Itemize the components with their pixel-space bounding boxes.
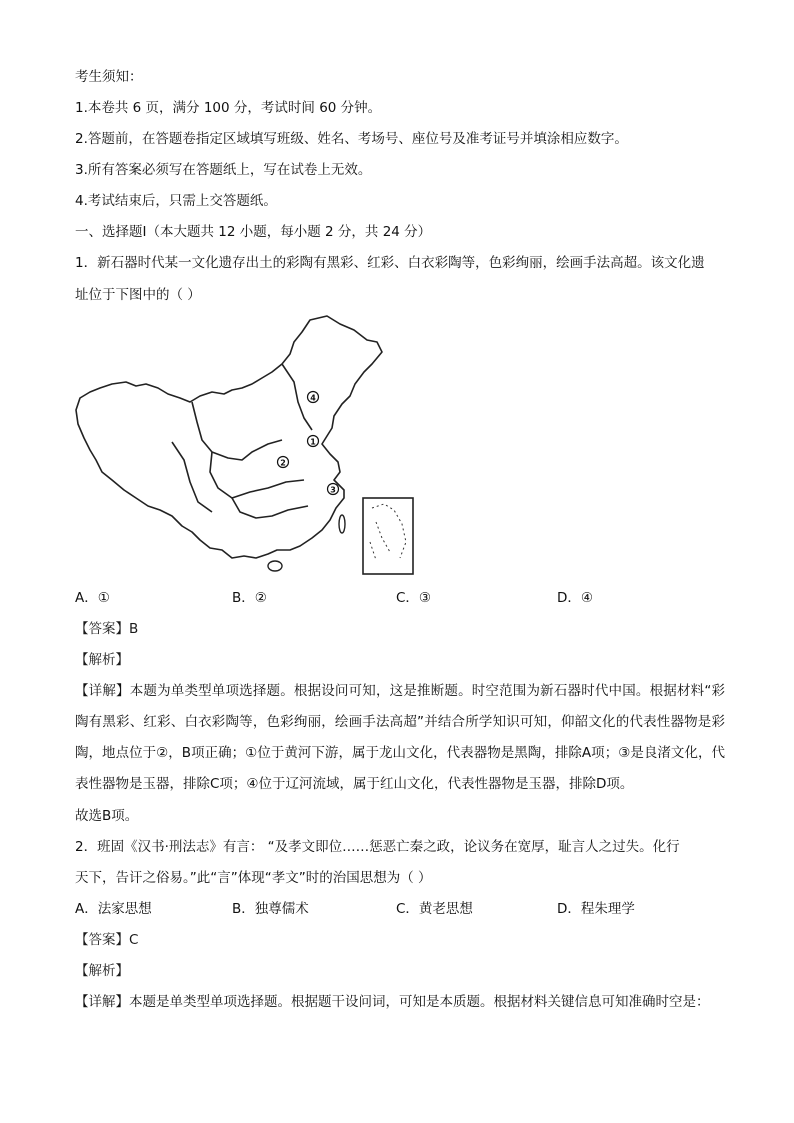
q2-stem-line2: 天下，告讦之俗易。”此“言”体现“孝文”时的治国思想为（ ） [75,870,432,886]
q2-detail: 【详解】本题是单类型单项选择题。根据题干设问词，可知是本质题。根据材料关键信息可知准确时空是： [75,994,710,1010]
svg-text:4: 4 [310,393,316,403]
svg-text:3: 3 [330,485,336,495]
marker-1 [308,436,319,447]
marker-2 [278,457,289,468]
marker-3 [328,484,339,495]
q1-stem-line2: 址位于下图中的（ ） [75,287,201,303]
china-outline [76,316,382,558]
marker-4 [308,392,319,403]
taiwan-island [339,515,345,533]
q2-option-c: C．黄老思想 [396,901,473,917]
south-china-sea-inset [363,498,413,574]
q2-analysis-label: 【解析】 [75,963,129,979]
svg-text:1: 1 [310,437,316,447]
section-title: 一、选择题Ⅰ（本大题共 12 小题，每小题 2 分，共 24 分） [75,224,432,240]
q2-option-a: A．法家思想 [75,901,152,917]
q1-conclusion: 故选B项。 [75,808,139,824]
hainan-island [268,561,282,571]
q1-option-a: A．① [75,590,110,606]
q1-analysis-label: 【解析】 [75,652,129,668]
notice-item-4: 4.考试结束后，只需上交答题纸。 [75,193,277,209]
q2-option-d: D．程朱理学 [557,901,635,917]
notice-item-3: 3.所有答案必须写在答题纸上，写在试卷上无效。 [75,162,372,178]
q1-option-d: D．④ [557,590,593,606]
notice-item-1: 1.本卷共 6 页，满分 100 分，考试时间 60 分钟。 [75,100,382,116]
q1-answer: 【答案】B [75,621,139,637]
notice-item-2: 2.答题前，在答题卷指定区域填写班级、姓名、考场号、座位号及准考证号并填涂相应数字。 [75,131,628,147]
q2-option-b: B．独尊儒术 [232,901,309,917]
q2-answer: 【答案】C [75,932,139,948]
q2-stem-line1: 2．班固《汉书·刑法志》有言： “及孝文即位……惩恶亡秦之政，论议务在宽厚，耻言人之过失。化行 [75,839,680,855]
q1-option-c: C．③ [396,590,432,606]
china-map-figure [72,312,422,580]
q1-stem-line1: 1．新石器时代某一文化遗存出土的彩陶有黑彩、红彩、白衣彩陶等，色彩绚丽，绘画手法高超。该文化遗 [75,255,705,271]
q1-detail: 【详解】本题为单类型单项选择题。根据设问可知，这是推断题。时空范围为新石器时代中国。根据材料“彩陶有黑彩、红彩、白衣彩陶等，色彩绚丽，绘画手法高超”并结合所学知识可知，仰韶文化的代表性器物是彩陶，地点位于②，B项正确；①位于黄河下游，属于龙山文化，代表器物是黑陶，排除A项；③是良渚文化，代表性器物是玉器，排除C项；④位于辽河流域，属于红山文化，代表性器物是玉器，排除D项。 [75,683,725,792]
svg-text:2: 2 [280,458,286,468]
q1-option-b: B．② [232,590,267,606]
notice-title: 考生须知： [75,69,143,85]
